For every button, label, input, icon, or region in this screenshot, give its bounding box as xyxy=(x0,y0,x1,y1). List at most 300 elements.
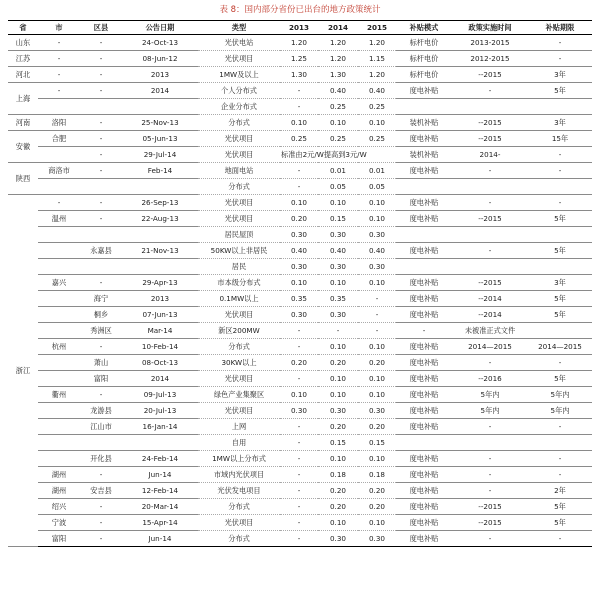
value-2015-cell: 1.20 xyxy=(358,67,396,83)
header-city: 市 xyxy=(38,21,80,35)
city-cell: - xyxy=(38,83,80,99)
date-cell: 2013 xyxy=(122,291,198,307)
value-2014-cell: 0.10 xyxy=(318,275,358,291)
subsidy-term-cell: - xyxy=(528,195,592,211)
value-2013-cell: - xyxy=(280,323,318,339)
type-cell: 分布式 xyxy=(198,531,280,547)
date-cell xyxy=(122,227,198,243)
policy-period-cell: --2015 xyxy=(452,115,528,131)
date-cell: 20-Mar-14 xyxy=(122,499,198,515)
subsidy-term-cell: 5年内 xyxy=(528,403,592,419)
county-cell: 海宁 xyxy=(80,291,122,307)
type-cell: 居民屋顶 xyxy=(198,227,280,243)
subsidy-term-cell: 5年 xyxy=(528,499,592,515)
city-cell: - xyxy=(38,51,80,67)
date-cell: 29-Apr-13 xyxy=(122,275,198,291)
type-cell: 居民 xyxy=(198,259,280,275)
table-row xyxy=(8,211,592,227)
header-county: 区县 xyxy=(80,21,122,35)
county-cell: - xyxy=(80,147,122,163)
subsidy-mode-cell xyxy=(396,179,452,195)
value-2013-cell: - xyxy=(280,179,318,195)
value-2013-cell: - xyxy=(280,419,318,435)
value-2015-cell: - xyxy=(358,291,396,307)
value-2014-cell: 1.20 xyxy=(318,35,358,51)
subsidy-mode-cell: 度电补贴 xyxy=(396,499,452,515)
policy-period-cell: - xyxy=(452,243,528,259)
value-2015-cell: 0.25 xyxy=(358,99,396,115)
policy-period-cell: --2015 xyxy=(452,275,528,291)
value-2014-cell: 0.10 xyxy=(318,115,358,131)
value-2013-cell: 0.10 xyxy=(280,115,318,131)
subsidy-mode-cell: 装机补贴 xyxy=(396,115,452,131)
city-cell xyxy=(38,99,80,115)
subsidy-mode-cell: 度电补贴 xyxy=(396,131,452,147)
value-2015-cell: 0.10 xyxy=(358,339,396,355)
policy-period-cell xyxy=(452,259,528,275)
city-cell: 衢州 xyxy=(38,387,80,403)
city-cell: 嘉兴 xyxy=(38,275,80,291)
type-cell: 0.1MW以上 xyxy=(198,291,280,307)
subsidy-term-cell: 3年 xyxy=(528,115,592,131)
value-2013-cell: 1.30 xyxy=(280,67,318,83)
value-2013-cell: - xyxy=(280,531,318,547)
header-policy-period: 政策实施时间 xyxy=(452,21,528,35)
city-cell: 湖州 xyxy=(38,483,80,499)
date-cell: 25-Nov-13 xyxy=(122,115,198,131)
value-2014-cell: 1.30 xyxy=(318,67,358,83)
type-cell: 光伏项目 xyxy=(198,515,280,531)
city-cell xyxy=(38,419,80,435)
table-row xyxy=(8,51,592,67)
table-row xyxy=(8,323,592,339)
value-2015-cell: 0.10 xyxy=(358,115,396,131)
table-row xyxy=(8,115,592,131)
county-cell: - xyxy=(80,339,122,355)
value-2013-cell: 0.30 xyxy=(280,259,318,275)
value-2014-cell: 0.10 xyxy=(318,387,358,403)
policy-period-cell xyxy=(452,227,528,243)
value-2014-cell: 0.10 xyxy=(318,451,358,467)
value-2013-cell: - xyxy=(280,163,318,179)
city-cell xyxy=(38,323,80,339)
date-cell: Jun-14 xyxy=(122,467,198,483)
subsidy-term-cell: 15年 xyxy=(528,131,592,147)
city-cell: 合肥 xyxy=(38,131,80,147)
value-2014-cell: 0.15 xyxy=(318,435,358,451)
county-cell: 安吉县 xyxy=(80,483,122,499)
type-cell: 光伏项目 xyxy=(198,211,280,227)
subsidy-mode-cell: 标杆电价 xyxy=(396,51,452,67)
value-2015-cell: 0.30 xyxy=(358,259,396,275)
value-2014-cell: 0.20 xyxy=(318,355,358,371)
table-row xyxy=(8,163,592,179)
city-cell: 商洛市 xyxy=(38,163,80,179)
date-cell: Mar-14 xyxy=(122,323,198,339)
subsidy-term-cell xyxy=(528,227,592,243)
value-2015-cell: 0.18 xyxy=(358,467,396,483)
value-2013-cell: 1.25 xyxy=(280,51,318,67)
city-cell: - xyxy=(38,195,80,211)
city-cell xyxy=(38,179,80,195)
table-row xyxy=(8,275,592,291)
policy-period-cell: - xyxy=(452,483,528,499)
date-cell xyxy=(122,435,198,451)
policy-period-cell xyxy=(452,435,528,451)
header-type: 类型 xyxy=(198,21,280,35)
subsidy-mode-cell xyxy=(396,435,452,451)
value-2015-cell: 0.30 xyxy=(358,403,396,419)
policy-period-cell xyxy=(452,99,528,115)
value-2014-cell: 0.40 xyxy=(318,83,358,99)
policy-period-cell: 2014- xyxy=(452,147,528,163)
header-date: 公告日期 xyxy=(122,21,198,35)
table-row xyxy=(8,403,592,419)
county-cell: 富阳 xyxy=(80,371,122,387)
type-cell: 光伏项目 xyxy=(198,403,280,419)
subsidy-term-cell: 5年 xyxy=(528,291,592,307)
date-cell: Feb-14 xyxy=(122,163,198,179)
county-cell xyxy=(80,259,122,275)
subsidy-term-cell: 2014—2015 xyxy=(528,339,592,355)
value-2015-cell: 0.10 xyxy=(358,211,396,227)
table-row xyxy=(8,99,592,115)
province-cell: 浙江 xyxy=(8,195,38,547)
province-cell: 上海 xyxy=(8,83,38,115)
table-row xyxy=(8,435,592,451)
date-cell: 2013 xyxy=(122,67,198,83)
county-cell: - xyxy=(80,83,122,99)
header-2014: 2014 xyxy=(318,21,358,35)
table-body xyxy=(8,35,592,547)
value-2014-cell: 0.30 xyxy=(318,403,358,419)
city-cell xyxy=(38,371,80,387)
value-2014-cell: 0.15 xyxy=(318,211,358,227)
table-row xyxy=(8,355,592,371)
subsidy-term-cell: 5年 xyxy=(528,83,592,99)
value-2015-cell: 1.15 xyxy=(358,51,396,67)
policy-period-cell: 5年内 xyxy=(452,403,528,419)
value-2013-cell: - xyxy=(280,83,318,99)
value-2013-cell: - xyxy=(280,467,318,483)
value-2014-cell: - xyxy=(318,323,358,339)
date-cell: 15-Apr-14 xyxy=(122,515,198,531)
subsidy-mode-cell: 度电补贴 xyxy=(396,339,452,355)
subsidy-term-cell: 5年内 xyxy=(528,387,592,403)
header-subsidy-term: 补贴期限 xyxy=(528,21,592,35)
value-2015-cell: 0.30 xyxy=(358,227,396,243)
value-2013-cell: - xyxy=(280,435,318,451)
value-2014-cell: 0.10 xyxy=(318,371,358,387)
table-row xyxy=(8,499,592,515)
city-cell xyxy=(38,435,80,451)
value-2015-cell: 0.20 xyxy=(358,419,396,435)
date-cell: 24-Oct-13 xyxy=(122,35,198,51)
value-2014-cell: 0.30 xyxy=(318,259,358,275)
value-2014-cell: 0.40 xyxy=(318,243,358,259)
header-row xyxy=(8,21,592,35)
value-2015-cell: 0.15 xyxy=(358,435,396,451)
county-cell: - xyxy=(80,211,122,227)
county-cell: - xyxy=(80,35,122,51)
value-2014-cell: 1.20 xyxy=(318,51,358,67)
date-cell xyxy=(122,179,198,195)
subsidy-term-cell xyxy=(528,179,592,195)
value-2015-cell: 0.10 xyxy=(358,387,396,403)
type-cell: 光伏项目 xyxy=(198,371,280,387)
value-2013-cell: 0.40 xyxy=(280,243,318,259)
type-cell: 光伏项目 xyxy=(198,307,280,323)
date-cell: 24-Feb-14 xyxy=(122,451,198,467)
county-cell xyxy=(80,435,122,451)
date-cell: 20-Jul-13 xyxy=(122,403,198,419)
value-2015-cell: 0.20 xyxy=(358,355,396,371)
policy-period-cell: - xyxy=(452,467,528,483)
date-cell: 07-Jun-13 xyxy=(122,307,198,323)
county-cell: - xyxy=(80,51,122,67)
header-2013: 2013 xyxy=(280,21,318,35)
subsidy-term-cell: - xyxy=(528,163,592,179)
value-2013-cell: 0.20 xyxy=(280,211,318,227)
value-2014-cell: 0.18 xyxy=(318,467,358,483)
type-cell: 企业分布式 xyxy=(198,99,280,115)
type-cell: 地面电站 xyxy=(198,163,280,179)
value-2014-cell: 0.30 xyxy=(318,531,358,547)
county-cell: - xyxy=(80,115,122,131)
city-cell xyxy=(38,403,80,419)
policy-period-cell: - xyxy=(452,451,528,467)
value-2015-cell: 0.10 xyxy=(358,275,396,291)
date-cell: 21-Nov-13 xyxy=(122,243,198,259)
value-2013-cell: 0.20 xyxy=(280,355,318,371)
subsidy-term-cell: - xyxy=(528,147,592,163)
subsidy-mode-cell: 度电补贴 xyxy=(396,451,452,467)
value-2013-cell: 0.10 xyxy=(280,195,318,211)
table-row xyxy=(8,467,592,483)
value-2013-cell: - xyxy=(280,371,318,387)
table-row xyxy=(8,195,592,211)
value-2015-cell: 0.10 xyxy=(358,371,396,387)
date-cell: 09-Jul-13 xyxy=(122,387,198,403)
table-row xyxy=(8,483,592,499)
subsidy-mode-cell: 度电补贴 xyxy=(396,275,452,291)
table-row xyxy=(8,291,592,307)
type-cell: 分布式 xyxy=(198,179,280,195)
city-cell: 温州 xyxy=(38,211,80,227)
type-cell: 光伏发电项目 xyxy=(198,483,280,499)
county-cell: 秀洲区 xyxy=(80,323,122,339)
subsidy-mode-cell: 度电补贴 xyxy=(396,83,452,99)
type-cell: 分布式 xyxy=(198,115,280,131)
policy-period-cell: - xyxy=(452,83,528,99)
policy-period-cell: 5年内 xyxy=(452,387,528,403)
county-cell: - xyxy=(80,67,122,83)
value-2014-cell: 0.35 xyxy=(318,291,358,307)
city-cell: 宁波 xyxy=(38,515,80,531)
county-cell: 江山市 xyxy=(80,419,122,435)
subsidy-term-cell: - xyxy=(528,355,592,371)
value-2014-cell: 0.30 xyxy=(318,307,358,323)
date-cell: 05-Jun-13 xyxy=(122,131,198,147)
city-cell xyxy=(38,243,80,259)
county-cell: 龙游县 xyxy=(80,403,122,419)
value-2014-cell: 0.10 xyxy=(318,339,358,355)
type-cell: 绿色产业集聚区 xyxy=(198,387,280,403)
province-cell: 河北 xyxy=(8,67,38,83)
date-cell: 29-Jul-14 xyxy=(122,147,198,163)
value-2015-cell: 1.20 xyxy=(358,35,396,51)
subsidy-mode-cell: 度电补贴 xyxy=(396,515,452,531)
value-2015-cell: 0.20 xyxy=(358,499,396,515)
date-cell xyxy=(122,259,198,275)
subsidy-term-cell xyxy=(528,259,592,275)
subsidy-mode-cell: 度电补贴 xyxy=(396,307,452,323)
date-cell: Jun-14 xyxy=(122,531,198,547)
policy-period-cell: --2015 xyxy=(452,67,528,83)
value-2013-cell: 标准由2元/W提高到3元/W xyxy=(280,147,318,163)
city-cell: 洛阳 xyxy=(38,115,80,131)
subsidy-mode-cell: 度电补贴 xyxy=(396,163,452,179)
subsidy-mode-cell: 标杆电价 xyxy=(396,67,452,83)
value-2013-cell: 0.35 xyxy=(280,291,318,307)
type-cell: 50KW以上非居民 xyxy=(198,243,280,259)
city-cell xyxy=(38,355,80,371)
county-cell: - xyxy=(80,387,122,403)
subsidy-term-cell: 5年 xyxy=(528,515,592,531)
date-cell xyxy=(122,99,198,115)
subsidy-mode-cell: 度电补贴 xyxy=(396,483,452,499)
policy-period-cell: 2013-2015 xyxy=(452,35,528,51)
type-cell: 30KW以上 xyxy=(198,355,280,371)
subsidy-mode-cell xyxy=(396,259,452,275)
county-cell: - xyxy=(80,467,122,483)
value-2014-cell: 0.05 xyxy=(318,179,358,195)
policy-period-cell: - xyxy=(452,531,528,547)
subsidy-mode-cell xyxy=(396,99,452,115)
value-2013-cell: 0.10 xyxy=(280,387,318,403)
date-cell: 2014 xyxy=(122,83,198,99)
type-cell: 光伏项目 xyxy=(198,131,280,147)
county-cell: - xyxy=(80,163,122,179)
city-cell xyxy=(38,147,80,163)
subsidy-term-cell: - xyxy=(528,51,592,67)
value-2015-cell: 0.40 xyxy=(358,83,396,99)
subsidy-mode-cell: 度电补贴 xyxy=(396,243,452,259)
table-row xyxy=(8,339,592,355)
subsidy-term-cell: 3年 xyxy=(528,67,592,83)
value-2013-cell: - xyxy=(280,499,318,515)
value-2015-cell: 0.40 xyxy=(358,243,396,259)
date-cell: 12-Feb-14 xyxy=(122,483,198,499)
policy-period-cell: - xyxy=(452,195,528,211)
city-cell: 杭州 xyxy=(38,339,80,355)
policy-period-cell: --2015 xyxy=(452,499,528,515)
value-2014-cell: 0.10 xyxy=(318,515,358,531)
policy-period-cell: --2014 xyxy=(452,291,528,307)
city-cell xyxy=(38,259,80,275)
value-2015-cell: 0.10 xyxy=(358,515,396,531)
table-row xyxy=(8,243,592,259)
policy-period-cell: - xyxy=(452,355,528,371)
table-caption: 表 8：国内部分省份已出台的地方政策统计 xyxy=(219,5,381,15)
subsidy-term-cell: 3年 xyxy=(528,275,592,291)
table-row xyxy=(8,515,592,531)
city-cell: - xyxy=(38,67,80,83)
value-2013-cell: - xyxy=(280,483,318,499)
county-cell xyxy=(80,99,122,115)
date-cell: 22-Aug-13 xyxy=(122,211,198,227)
value-2015-cell: 0.01 xyxy=(358,163,396,179)
type-cell: 分布式 xyxy=(198,499,280,515)
value-2013-cell: 0.30 xyxy=(280,227,318,243)
type-cell: 分布式 xyxy=(198,339,280,355)
value-2014-cell: 0.30 xyxy=(318,227,358,243)
value-2014-cell: 0.20 xyxy=(318,419,358,435)
table-row xyxy=(8,419,592,435)
table-row xyxy=(8,531,592,547)
value-2013-cell: - xyxy=(280,99,318,115)
table-row xyxy=(8,35,592,51)
table-row xyxy=(8,227,592,243)
city-cell: 湖州 xyxy=(38,467,80,483)
header-2015: 2015 xyxy=(358,21,396,35)
policy-table xyxy=(8,20,592,547)
city-cell: - xyxy=(38,35,80,51)
subsidy-mode-cell: 度电补贴 xyxy=(396,195,452,211)
county-cell: 开化县 xyxy=(80,451,122,467)
county-cell: 永嘉县 xyxy=(80,243,122,259)
table-row xyxy=(8,83,592,99)
city-cell: 富阳 xyxy=(38,531,80,547)
subsidy-mode-cell: 度电补贴 xyxy=(396,467,452,483)
table-row xyxy=(8,387,592,403)
subsidy-mode-cell: 度电补贴 xyxy=(396,419,452,435)
policy-period-cell: - xyxy=(452,419,528,435)
subsidy-term-cell: - xyxy=(528,451,592,467)
city-cell xyxy=(38,227,80,243)
value-2015-cell: - xyxy=(358,307,396,323)
table-row xyxy=(8,307,592,323)
date-cell: 08-Jun-12 xyxy=(122,51,198,67)
value-2015-cell: 0.20 xyxy=(358,483,396,499)
subsidy-mode-cell: 度电补贴 xyxy=(396,403,452,419)
value-2013-cell: 0.30 xyxy=(280,403,318,419)
header-province: 省 xyxy=(8,21,38,35)
table-row xyxy=(8,179,592,195)
type-cell: 光伏项目 xyxy=(198,195,280,211)
policy-period-cell: 2012-2015 xyxy=(452,51,528,67)
type-cell: 光伏项目 xyxy=(198,147,280,163)
value-2015-cell: 0.25 xyxy=(358,131,396,147)
value-2013-cell: 0.30 xyxy=(280,307,318,323)
table-row xyxy=(8,451,592,467)
date-cell: 16-Jan-14 xyxy=(122,419,198,435)
county-cell xyxy=(80,227,122,243)
subsidy-mode-cell: 度电补贴 xyxy=(396,371,452,387)
county-cell: - xyxy=(80,275,122,291)
subsidy-term-cell: 5年 xyxy=(528,243,592,259)
subsidy-term-cell xyxy=(528,323,592,339)
type-cell: 新区200MW xyxy=(198,323,280,339)
value-2014-cell: 0.20 xyxy=(318,483,358,499)
value-2014-cell: 0.25 xyxy=(318,131,358,147)
subsidy-term-cell: - xyxy=(528,467,592,483)
type-cell: 1MW及以上 xyxy=(198,67,280,83)
subsidy-term-cell xyxy=(528,99,592,115)
county-cell xyxy=(80,179,122,195)
subsidy-mode-cell: 度电补贴 xyxy=(396,291,452,307)
subsidy-term-cell: 2年 xyxy=(528,483,592,499)
